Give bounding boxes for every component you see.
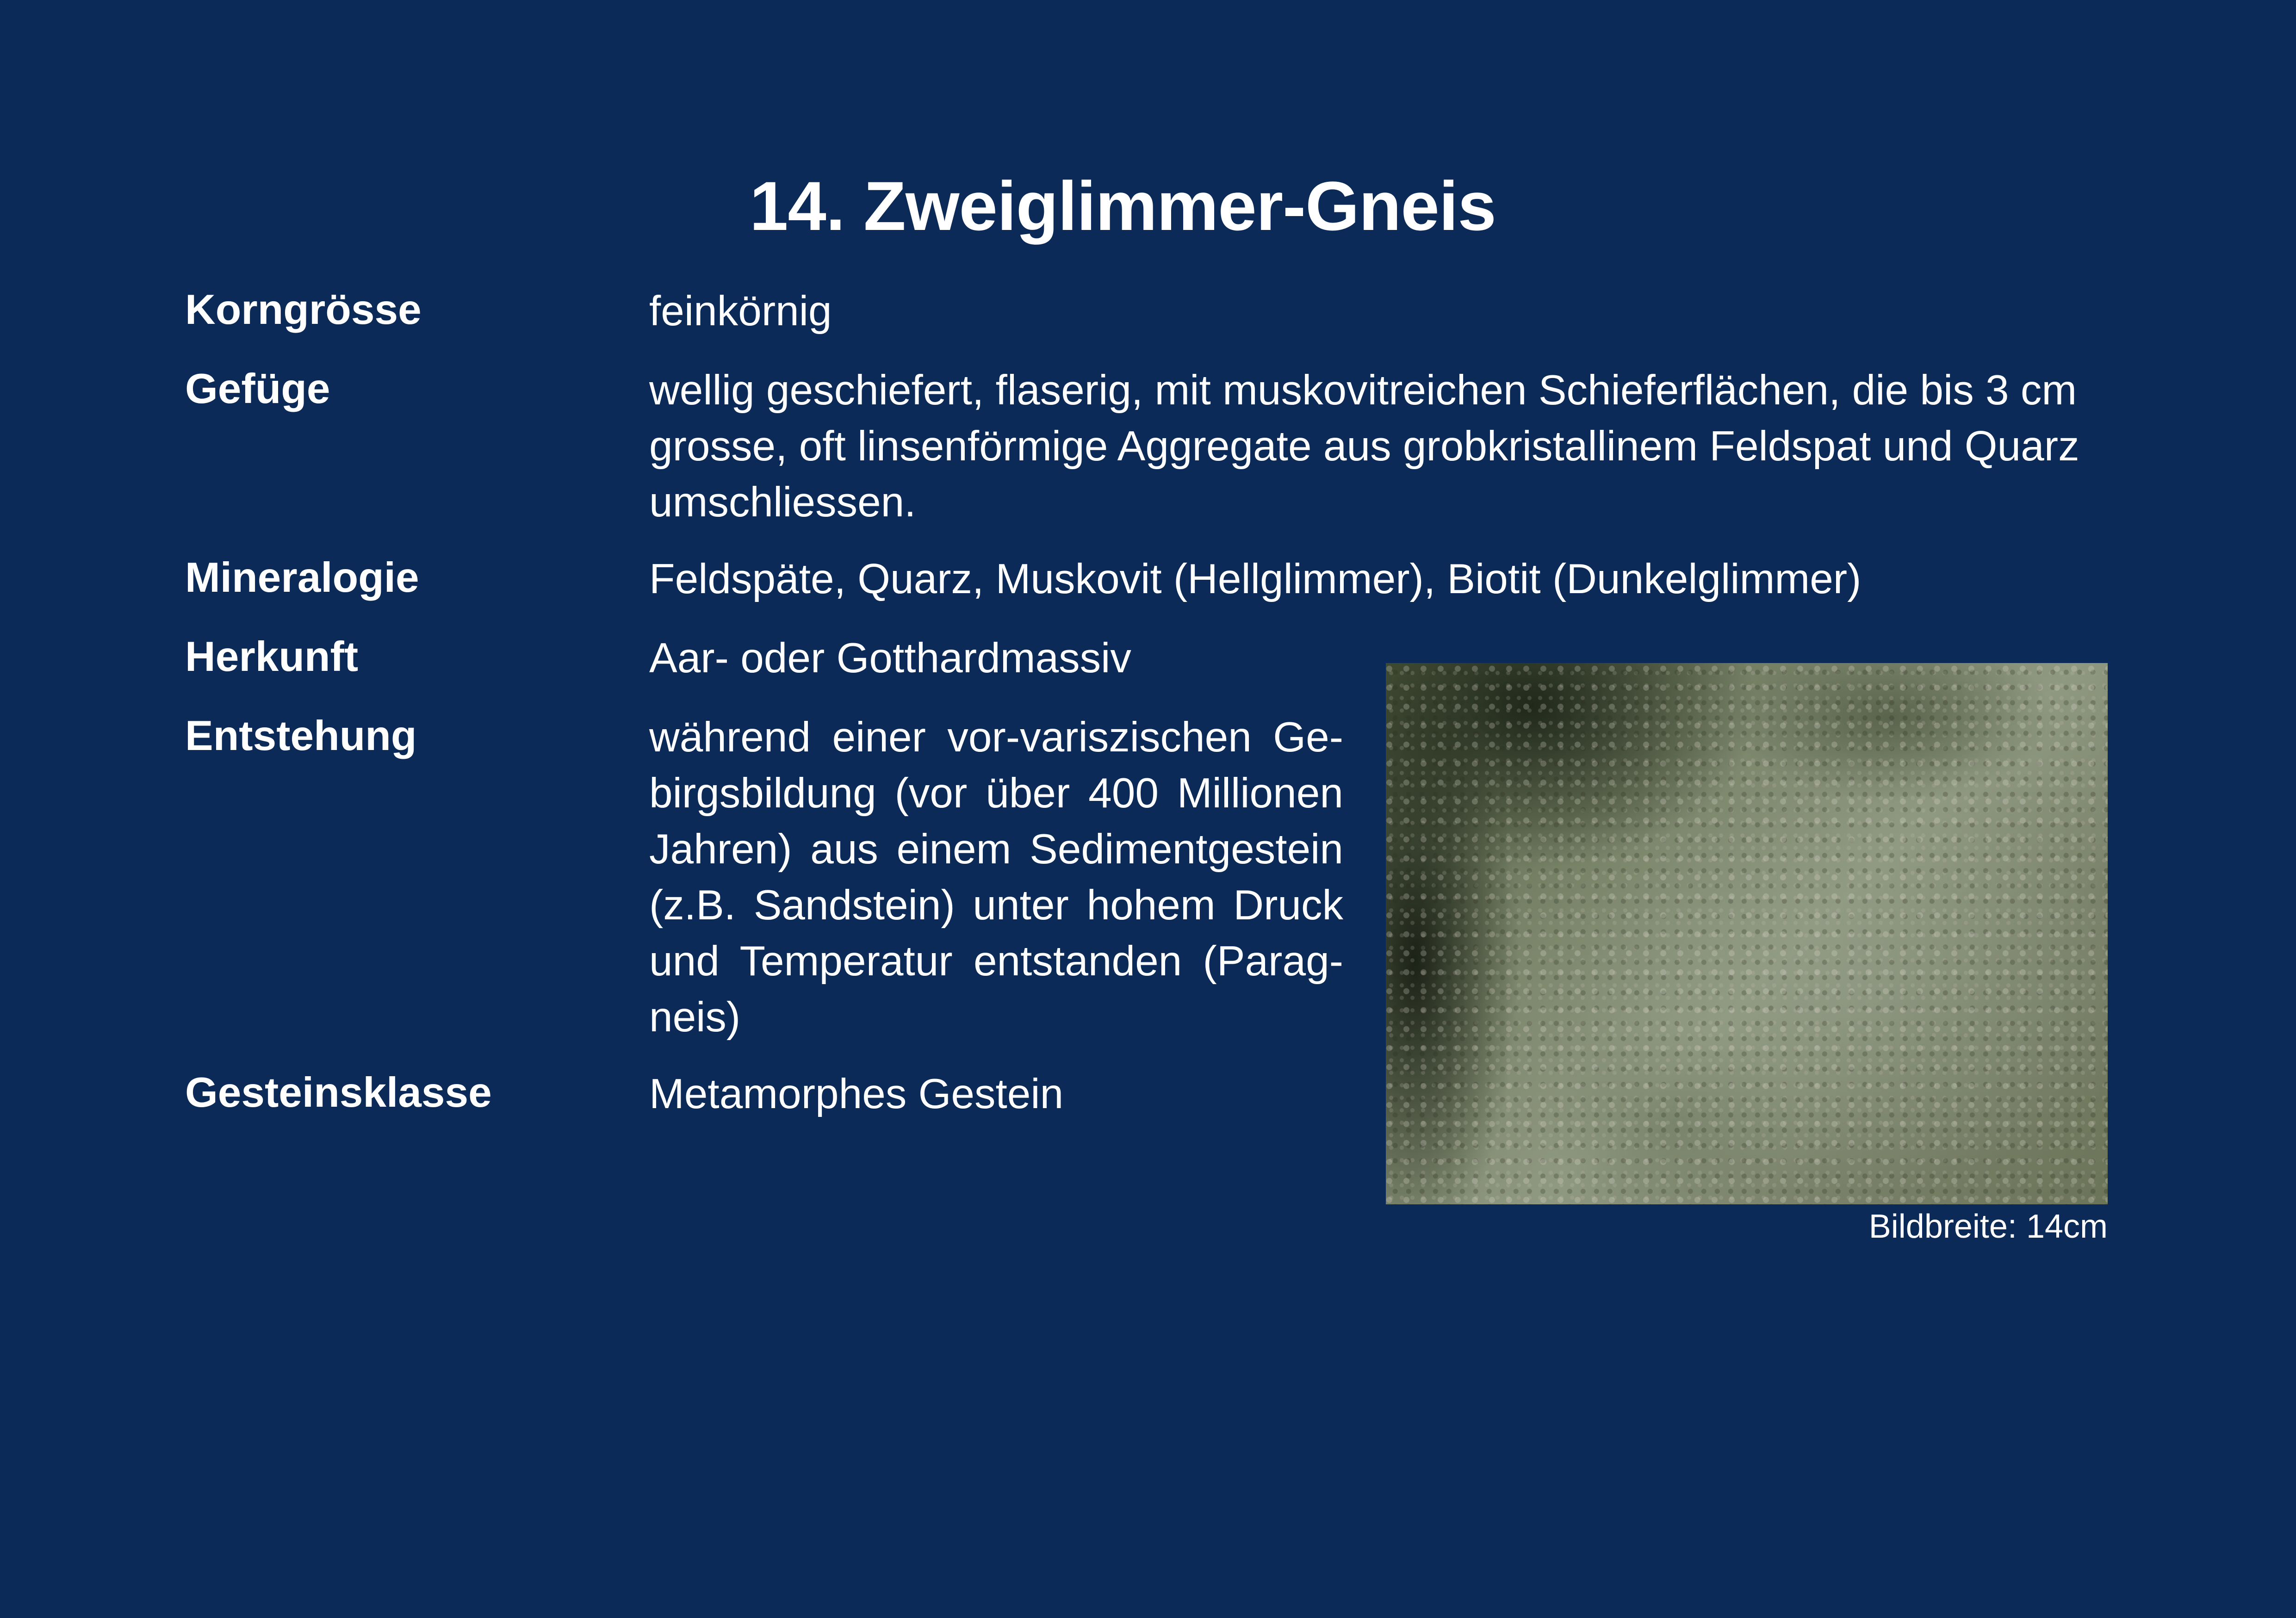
photo-caption: Bildbreite: 14cm bbox=[1868, 1208, 2108, 1245]
label-mineralogie: Mineralogie bbox=[185, 554, 419, 601]
value-mineralogie: Feldspäte, Quarz, Muskovit (Hellglimmer), Biotit (Dunkelglimmer) bbox=[649, 556, 1862, 602]
label-herkunft: Herkunft bbox=[185, 633, 359, 680]
value-herkunft: Aar- oder Gotthardmassiv bbox=[649, 635, 1131, 682]
rock-texture bbox=[1386, 663, 2108, 1204]
rock-photo bbox=[1386, 663, 2108, 1204]
label-gefuege: Gefüge bbox=[185, 366, 330, 412]
value-gesteinsklasse: Metamorphes Gestein bbox=[649, 1071, 1064, 1117]
value-korngroesse: feinkörnig bbox=[649, 288, 832, 335]
value-entstehung: während einer vor-variszischen Gebirgsbildung (vor über 400 Millionen Jahren) aus einem Sedimentgestein (z.B. Sandstein) unter hohem Druck und Temperatur entstanden (Paragneis) bbox=[649, 714, 1343, 1041]
value-gefuege: wellig geschiefert, flaserig, mit muskovitreichen Schieferflächen, die bis 3 cm grosse, oft linsenförmige Aggregate aus grobkristallinem Feldspat und Quarz umschliessen. bbox=[649, 367, 2079, 526]
label-korngroesse: Korngrösse bbox=[185, 286, 422, 333]
page-title: 14. Zweiglimmer-Gneis bbox=[750, 167, 1496, 245]
label-entstehung: Entstehung bbox=[185, 713, 417, 759]
label-gesteinsklasse: Gesteinsklasse bbox=[185, 1069, 492, 1116]
